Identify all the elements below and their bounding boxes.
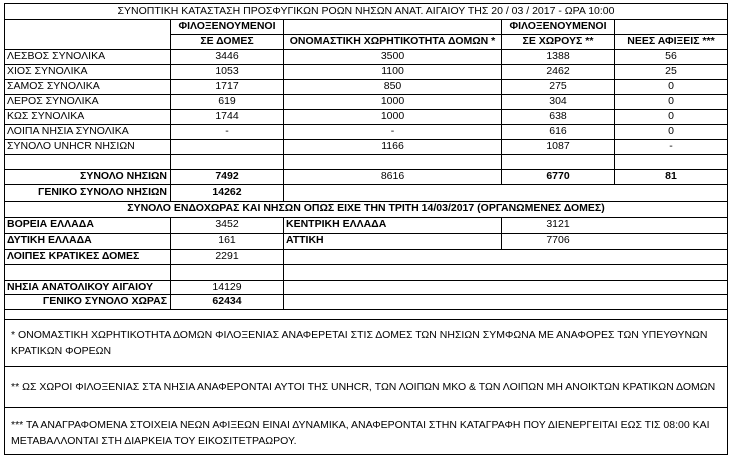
row-label: ΛΟΙΠΑ ΝΗΣΙΑ ΣΥΝΟΛΙΚΑ — [7, 125, 129, 137]
footnote-arrivals: *** ΤΑ ΑΝΑΓΡΑΦΟΜΕΝΑ ΣΤΟΙΧΕΙΑ ΝΕΩΝ ΑΦΙΞΕΩΝ ΕΙΝΑΙ ΔΥΝΑΜΙΚΑ, ΑΝΑΦΕΡΟΝΤΑΙ ΣΤΗΝ ΚΑΤΑΓΡΑΦΗ ΠΟΥ ΔΙΕΝΕΡΓΕΙΤΑΙ ΕΩΣ ΤΙΣ 08:00 ΚΑΙ ΜΕΤΑΒΑΛΛΟΝΤΑΙ ΣΤΗ ΔΙΑΡΚΕΙΑ ΤΟΥ ΕΙΚΟΣΙΤΕΤΡΑΩΡΟΥ. — [11, 419, 710, 447]
islands-total-capacity: 8616 — [380, 170, 405, 182]
mainland-section-title: ΣΥΝΟΛΟ ΕΝΔΟΧΩΡΑΣ ΚΑΙ ΝΗΣΩΝ ΟΠΩΣ ΕΙΧΕ ΤΗΝ ΤΡΙΤΗ 14/03/2017 (ΟΡΓΑΝΩΜΕΝΕΣ ΔΟΜΕΣ) — [127, 202, 605, 214]
grid-line — [5, 366, 727, 367]
country-grand-total-label: ΓΕΝΙΚΟ ΣΥΝΟΛΟ ΧΩΡΑΣ — [42, 295, 167, 307]
cell-capacity: 1100 — [381, 65, 404, 77]
central-greece-value: 3121 — [546, 218, 570, 230]
grid-line — [5, 319, 727, 320]
header-new-arrivals: ΝΕΕΣ ΑΦΙΞΕΙΣ *** — [627, 35, 715, 47]
other-state-structures-label: ΛΟΙΠΕΣ ΚΡΑΤΙΚΕΣ ΔΟΜΕΣ — [7, 250, 140, 262]
attica-value: 7706 — [546, 234, 570, 246]
grid-line — [283, 280, 284, 309]
footnote-capacity: * ΟΝΟΜΑΣΤΙΚΗ ΧΩΡΗΤΙΚΟΤΗΤΑ ΔΟΜΩΝ ΦΙΛΟΞΕΝΙΑΣ ΑΝΑΦΕΡΕΤΑΙ ΣΤΙΣ ΔΟΜΕΣ ΤΩΝ ΝΗΣΙΩΝ ΣΥΜΦΩΝΑ ΜΕ ΑΝΑΦΟΡΕΣ ΤΩΝ ΥΠΕΥΘΥΝΩΝ ΚΡΑΤΙΚΩΝ ΦΟΡΕΩΝ — [11, 329, 708, 357]
row-label: ΣΑΜΟΣ ΣΥΝΟΛΙΚΑ — [7, 80, 100, 92]
cell-new-arrivals: 0 — [668, 110, 674, 122]
cell-capacity: 1166 — [381, 140, 404, 152]
header-in-structures: ΣΕ ΔΟΜΕΣ — [200, 35, 254, 47]
islands-total-label: ΣΥΝΟΛΟ ΝΗΣΙΩΝ — [80, 170, 167, 182]
row-label: ΣΥΝΟΛΟ UNHCR ΝΗΣΙΩΝ — [7, 140, 135, 152]
cell-new-arrivals: 0 — [668, 80, 674, 92]
page-title: ΣΥΝΟΠΤΙΚΗ ΚΑΤΑΣΤΑΣΗ ΠΡΟΣΦΥΓΙΚΩΝ ΡΟΩΝ ΝΗΣΩΝ ΑΝΑΤ. ΑΙΓΑΙΟΥ ΤΗΣ 20 / 03 / 2017 - ΩΡΑ 10:00 — [117, 5, 615, 17]
grid-line — [5, 233, 727, 234]
cell-in-structures: - — [225, 125, 229, 137]
cell-new-arrivals: 0 — [668, 95, 674, 107]
cell-capacity: 1000 — [380, 95, 405, 107]
cell-in-structures: 1744 — [215, 110, 239, 122]
header-group-hosted-spaces: ΦΙΛΟΞΕΝΟΥΜΕΝΟΙ — [509, 20, 607, 32]
grid-line — [5, 309, 727, 310]
islands-total-new-arrivals: 81 — [665, 170, 677, 182]
other-state-structures-value: 2291 — [215, 250, 239, 262]
cell-new-arrivals: 56 — [665, 50, 677, 62]
country-grand-total-value: 62434 — [212, 295, 242, 307]
cell-in-spaces: 1087 — [546, 140, 570, 152]
cell-in-structures: 3446 — [215, 50, 239, 62]
cell-new-arrivals: - — [669, 140, 673, 152]
cell-in-structures: 1053 — [215, 65, 239, 77]
cell-in-spaces: 638 — [549, 110, 567, 122]
footnote-spaces: ** ΩΣ ΧΩΡΟΙ ΦΙΛΟΞΕΝΙΑΣ ΣΤΑ ΝΗΣΙΑ ΑΝΑΦΕΡΟΝΤΑΙ ΑΥΤΟΙ ΤΗΣ UNHCR, ΤΩΝ ΛΟΙΠΩΝ ΜΚΟ & ΤΩΝ ΛΟΙΠΩΝ ΜΗ ΑΝΟΙΚΤΩΝ ΚΡΑΤΙΚΩΝ ΔΟΜΩΝ — [11, 381, 716, 393]
west-greece-label: ΔΥΤΙΚΗ ΕΛΛΑΔΑ — [7, 234, 92, 246]
north-greece-value: 3452 — [215, 218, 239, 230]
grid-line — [5, 19, 727, 20]
row-label: ΚΩΣ ΣΥΝΟΛΙΚΑ — [7, 110, 85, 122]
cell-in-spaces: 304 — [549, 95, 567, 107]
grid-line — [5, 264, 727, 265]
cell-in-spaces: 1388 — [546, 50, 570, 62]
islands-grand-total-label: ΓΕΝΙΚΟ ΣΥΝΟΛΟ ΝΗΣΙΩΝ — [38, 186, 167, 198]
cell-capacity: - — [390, 125, 395, 137]
grid-line — [5, 154, 727, 155]
report-sheet — [4, 3, 728, 455]
header-group-hosted: ΦΙΛΟΞΕΝΟΥΜΕΝΟΙ — [178, 20, 276, 32]
east-aegean-islands-value: 14129 — [212, 281, 242, 293]
cell-in-structures: 619 — [218, 95, 236, 107]
header-nominal-capacity: ΟΝΟΜΑΣΤΙΚΗ ΧΩΡΗΤΙΚΟΤΗΤΑ ΔΟΜΩΝ * — [289, 35, 496, 47]
east-aegean-islands-label: ΝΗΣΙΑ ΑΝΑΤΟΛΙΚΟΥ ΑΙΓΑΙΟΥ — [7, 281, 153, 293]
cell-new-arrivals: 25 — [665, 65, 677, 77]
cell-capacity: 1000 — [380, 110, 405, 122]
attica-label: ΑΤΤΙΚΗ — [286, 234, 324, 246]
west-greece-value: 161 — [218, 234, 236, 246]
cell-new-arrivals: 0 — [668, 125, 674, 137]
row-label: ΛΕΣΒΟΣ ΣΥΝΟΛΙΚΑ — [7, 50, 106, 62]
cell-in-spaces: 275 — [549, 80, 567, 92]
grid-line — [5, 407, 727, 408]
cell-in-spaces: 2462 — [546, 65, 570, 77]
cell-capacity: 850 — [383, 80, 402, 92]
cell-in-spaces: 616 — [549, 125, 567, 137]
header-in-spaces: ΣΕ ΧΩΡΟΥΣ ** — [522, 35, 594, 47]
islands-grand-total-value: 14262 — [212, 186, 242, 198]
north-greece-label: ΒΟΡΕΙΑ ΕΛΛΑΔΑ — [7, 218, 94, 230]
cell-in-structures: 1717 — [215, 80, 239, 92]
grid-line — [283, 217, 284, 280]
islands-total-in-structures: 7492 — [215, 170, 239, 182]
central-greece-label: ΚΕΝΤΡΙΚΗ ΕΛΛΑΔΑ — [286, 218, 387, 230]
row-label: ΛΕΡΟΣ ΣΥΝΟΛΙΚΑ — [7, 95, 99, 107]
cell-in-structures — [171, 139, 283, 154]
cell-capacity: 3500 — [380, 50, 405, 62]
row-label: ΧΙΟΣ ΣΥΝΟΛΙΚΑ — [7, 65, 88, 77]
islands-total-in-spaces: 6770 — [546, 170, 570, 182]
